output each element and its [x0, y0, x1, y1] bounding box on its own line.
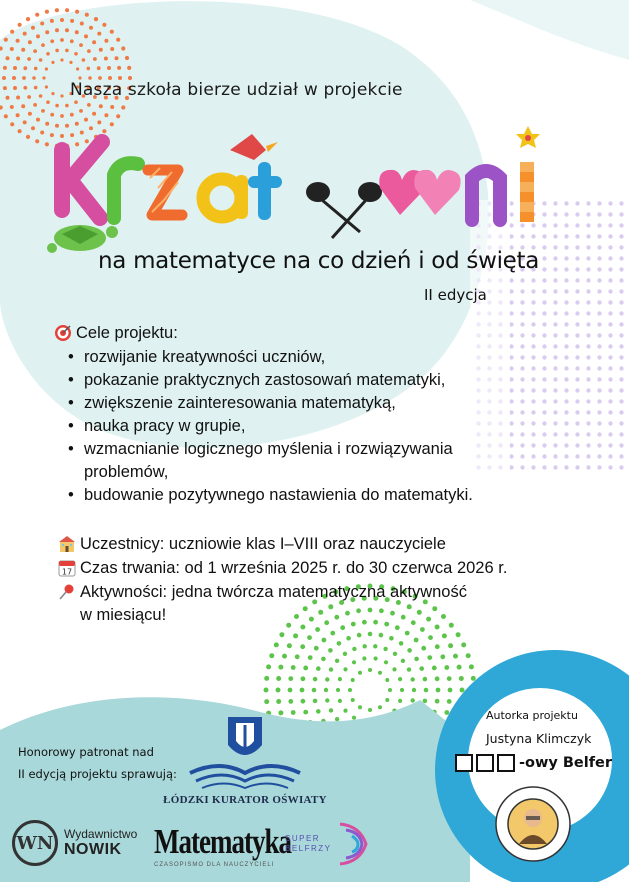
decor-dot	[352, 716, 356, 720]
decor-dot	[39, 94, 43, 98]
decor-dot	[93, 57, 97, 61]
decor-dot	[74, 52, 78, 56]
pushpin-icon	[58, 583, 76, 601]
decor-dot	[313, 677, 318, 682]
decor-dot	[400, 688, 404, 692]
decor-dot	[419, 666, 424, 671]
decor-dot	[23, 32, 27, 36]
decor-dot	[10, 105, 14, 109]
decor-dot	[55, 49, 59, 53]
author-label: Autorka projektu	[486, 709, 578, 722]
decor-dot	[324, 688, 328, 692]
decor-dot	[358, 671, 362, 675]
decor-dot	[440, 654, 445, 659]
decor-dot	[411, 698, 415, 702]
decor-dot	[312, 688, 317, 693]
decor-dot	[432, 666, 437, 671]
decor-dot	[351, 678, 355, 682]
decor-dot	[368, 708, 372, 712]
decor-dot	[407, 667, 411, 671]
decor-dot	[378, 705, 382, 709]
decor-dot	[3, 86, 7, 90]
decor-dot	[79, 109, 83, 113]
decor-dot	[13, 86, 17, 90]
decor-dot	[274, 642, 279, 647]
decor-dot	[357, 633, 362, 638]
decor-dot	[60, 18, 64, 22]
decor-dot	[107, 66, 111, 70]
decor-dot	[295, 654, 300, 659]
decor-dot	[279, 632, 284, 637]
decor-dot	[457, 665, 462, 670]
decor-dot	[87, 67, 91, 71]
decor-dot	[276, 699, 281, 704]
decor-dot	[39, 58, 43, 62]
decor-dot	[414, 657, 419, 662]
decor-dot	[314, 646, 319, 651]
goals-heading-row	[54, 322, 524, 344]
decor-dot	[448, 688, 453, 693]
duration-row	[58, 556, 578, 580]
decor-dot	[13, 66, 17, 70]
decor-dot	[18, 129, 22, 133]
decor-dot	[453, 654, 458, 659]
school-icon	[58, 535, 76, 553]
goals-heading: Cele projektu:	[76, 323, 178, 342]
decor-dot	[352, 660, 356, 664]
decor-dot	[338, 677, 342, 681]
decor-dot	[121, 105, 125, 109]
decor-dot	[460, 688, 465, 693]
decor-dot	[70, 19, 74, 23]
activities-text-continued: w miesiącu!	[80, 606, 167, 624]
decor-dot	[308, 655, 313, 660]
decor-dot	[75, 30, 79, 34]
decor-dot	[65, 104, 69, 108]
decor-dot	[33, 103, 37, 107]
decor-dot	[16, 96, 20, 100]
activities-row	[58, 580, 578, 604]
decor-dot	[322, 638, 327, 643]
decor-dot	[325, 677, 329, 681]
decor-dot	[358, 705, 362, 709]
goal-item: • budowanie pozytywnego nastawienia do matematyki.	[84, 484, 524, 507]
decor-dot	[276, 676, 281, 681]
decor-dot	[436, 688, 441, 693]
decor-dot	[34, 86, 38, 90]
decor-dot	[395, 625, 400, 630]
decor-dot	[84, 34, 88, 38]
decor-dot	[266, 664, 271, 669]
decor-dot	[471, 676, 476, 681]
nowik-logo	[12, 820, 137, 866]
decor-dot	[26, 135, 30, 139]
target-icon	[54, 324, 72, 342]
decor-dot	[22, 76, 26, 80]
decor-dot	[461, 642, 466, 647]
decor-dot	[110, 47, 114, 51]
decor-dot	[115, 56, 119, 60]
decor-dot	[26, 17, 30, 21]
decor-dot	[412, 688, 416, 692]
decor-dot	[291, 665, 296, 670]
decor-dot	[104, 113, 108, 117]
patronage-line-2: II edycją projektu sprawują:	[18, 767, 177, 781]
decor-dot	[45, 10, 49, 14]
curator-logo	[160, 715, 330, 793]
decor-dot	[69, 61, 72, 64]
decor-dot	[388, 688, 392, 692]
decor-dot	[127, 66, 131, 70]
decor-dot	[55, 104, 59, 108]
decor-dot	[16, 57, 20, 61]
decor-dot	[50, 39, 54, 43]
decor-dot	[51, 92, 54, 95]
decor-dot	[60, 94, 63, 97]
belfer-badge	[455, 754, 612, 772]
goal-item: • zwiększenie zainteresowania matematyką,	[84, 392, 524, 415]
decor-dot	[6, 96, 10, 100]
decor-dot	[264, 688, 269, 693]
decor-dot	[6, 56, 10, 60]
decor-dot	[307, 635, 312, 640]
decor-dot	[303, 710, 308, 715]
calendar-icon	[58, 559, 76, 577]
decor-dot	[42, 76, 45, 79]
calendar-day: 17	[61, 567, 73, 577]
decor-dot	[21, 104, 25, 108]
decor-dot	[456, 632, 461, 637]
decor-dot	[10, 30, 14, 34]
activities-text: Aktywności: jedna twórcza matematyczna aktywność	[80, 583, 467, 601]
decor-dot	[293, 633, 298, 638]
decor-dot	[102, 23, 106, 27]
decor-dot	[393, 652, 397, 656]
decor-dot	[36, 34, 40, 38]
decor-dot	[405, 631, 410, 636]
decor-dot	[12, 76, 16, 80]
decor-dot	[336, 688, 340, 692]
decor-dot	[368, 668, 372, 672]
decor-dot	[50, 113, 54, 117]
decor-dot	[60, 58, 63, 61]
decor-dot	[379, 633, 384, 638]
decor-dot	[55, 28, 59, 32]
decor-dot	[300, 644, 305, 649]
decor-dot	[392, 667, 396, 671]
decor-dot	[352, 647, 356, 651]
decor-dot	[16, 113, 20, 117]
decor-dot	[337, 641, 342, 646]
decor-dot	[51, 61, 54, 64]
decor-dot	[32, 76, 36, 80]
decor-dot	[74, 100, 78, 104]
decor-dot	[55, 8, 59, 12]
decor-dot	[343, 667, 347, 671]
belfrzy-label: BELFRZY	[285, 844, 332, 853]
decor-dot	[97, 66, 101, 70]
decor-dot	[31, 26, 35, 30]
decor-dot	[21, 48, 25, 52]
decor-dot	[4, 114, 8, 118]
decor-dot	[10, 122, 14, 126]
decor-dot	[76, 67, 79, 70]
decor-dot	[110, 30, 114, 34]
decor-dot	[45, 30, 49, 34]
decor-dot	[315, 627, 320, 632]
goal-item: • nauka pracy w grupie,	[84, 415, 524, 438]
decor-dot	[301, 676, 306, 681]
decor-dot	[79, 43, 83, 47]
decor-dot	[411, 677, 415, 681]
decor-dot	[442, 633, 447, 638]
decor-dot	[385, 678, 389, 682]
decor-dot	[378, 671, 382, 675]
decor-dot	[125, 56, 129, 60]
decor-dot	[116, 38, 120, 42]
goal-item: • pokazanie praktycznych zastosowań matematyki,	[84, 369, 524, 392]
decor-dot	[50, 19, 54, 23]
decor-dot	[401, 659, 405, 663]
goals-list	[54, 346, 524, 507]
decor-dot	[27, 57, 31, 61]
decor-dot	[87, 103, 91, 107]
decor-dot	[110, 105, 114, 109]
decor-dot	[398, 699, 402, 703]
super-label: SUPER	[285, 834, 321, 843]
decor-dot	[60, 114, 64, 118]
decor-dot	[264, 676, 269, 681]
decor-dot	[373, 644, 377, 648]
decor-dot	[288, 688, 293, 693]
decor-dot	[97, 32, 101, 36]
duration-text: Czas trwania: od 1 września 2025 r. do 30 czerwca 2026 r.	[80, 559, 508, 577]
matematyka-logo	[154, 822, 291, 868]
decor-dot	[316, 709, 321, 714]
decor-dot	[399, 641, 404, 646]
decor-dot	[423, 677, 428, 682]
matematyka-title: Matematyka	[154, 822, 291, 861]
decor-dot	[35, 139, 39, 143]
decor-dot	[94, 17, 98, 21]
belfer-box-icon	[455, 754, 473, 772]
project-subtitle: na matematyce na co dzień i od święta	[98, 248, 540, 274]
decor-dot	[70, 113, 74, 117]
goal-item: • wzmacnianie logicznego myślenia i rozwiązywania	[84, 438, 524, 461]
decor-dot	[41, 109, 45, 113]
belfer-box-icon	[497, 754, 515, 772]
decor-dot	[316, 666, 321, 671]
decor-dot	[2, 76, 6, 80]
participants-text: Uczestnicy: uczniowie klas I–VIII oraz nauczyciele	[80, 535, 446, 553]
decor-dot	[46, 100, 50, 104]
author-name: Justyna Klimczyk	[486, 731, 592, 746]
decor-dot	[99, 104, 103, 108]
decor-dot	[282, 654, 287, 659]
edition-label: II edycja	[424, 286, 487, 304]
decor-dot	[435, 699, 440, 704]
decor-dot	[45, 85, 48, 88]
decor-dot	[80, 22, 84, 26]
nowik-emblem	[12, 820, 58, 866]
decor-dot	[288, 676, 293, 681]
decor-dot	[31, 126, 35, 130]
decor-dot	[435, 676, 440, 681]
goals-section	[54, 322, 524, 507]
decor-dot	[34, 67, 38, 71]
decor-dot	[343, 652, 347, 656]
decor-dot	[269, 653, 274, 658]
decor-dot	[407, 648, 412, 653]
decor-dot	[3, 66, 7, 70]
matematyka-subtitle: CZASOPISMO DLA NAUCZYCIELI	[154, 862, 275, 868]
super-belfrzy-logo	[285, 834, 332, 854]
decor-dot	[340, 625, 345, 630]
decor-dot	[60, 38, 64, 42]
decor-dot	[65, 49, 69, 53]
decor-dot	[35, 13, 39, 17]
school-logo	[495, 786, 571, 862]
decor-dot	[46, 52, 50, 56]
decor-dot	[313, 699, 318, 704]
decor-dot	[300, 688, 305, 693]
decor-dot	[288, 699, 293, 704]
decor-dot	[362, 656, 366, 660]
goal-item-continued: problemów,	[84, 463, 169, 481]
decor-dot	[444, 665, 449, 670]
decor-dot	[264, 699, 269, 704]
decor-dot	[4, 38, 8, 42]
decor-dot	[330, 631, 335, 636]
curator-name: ŁÓDZKI KURATOR OŚWIATY	[163, 794, 327, 806]
decor-dot	[92, 40, 96, 44]
decor-dot	[346, 636, 351, 641]
decor-dot	[117, 66, 121, 70]
decor-dot	[276, 688, 281, 693]
decor-dot	[348, 688, 352, 692]
project-title-logo	[40, 120, 600, 255]
decor-dot	[414, 638, 419, 643]
decor-dot	[301, 699, 306, 704]
decor-dot	[28, 40, 32, 44]
decor-dot	[321, 657, 326, 662]
super-belfrzy-emblem	[336, 820, 372, 868]
decor-dot	[99, 48, 103, 52]
decor-dot	[420, 627, 425, 632]
participants-row	[58, 532, 578, 556]
decor-dot	[116, 114, 120, 118]
patronage-line-1: Honorowy patronat nad	[18, 745, 154, 759]
decor-dot	[448, 643, 453, 648]
decor-dot	[23, 120, 27, 124]
decor-dot	[447, 676, 452, 681]
decor-dot	[435, 644, 440, 649]
decor-dot	[70, 39, 74, 43]
decor-dot	[325, 698, 329, 702]
decor-dot	[303, 666, 308, 671]
decor-dot	[104, 57, 108, 61]
decor-dot	[65, 8, 69, 12]
decor-dot	[85, 13, 89, 17]
decor-dot	[421, 646, 426, 651]
decor-dot	[424, 688, 429, 693]
decor-dot	[121, 46, 125, 50]
decor-dot	[447, 699, 452, 704]
decor-dot	[104, 39, 108, 43]
decor-dot	[428, 635, 433, 640]
decor-dot	[87, 49, 91, 53]
patronage-text	[18, 741, 177, 785]
decor-dot	[23, 86, 27, 90]
decor-dot	[469, 664, 474, 669]
decor-dot	[427, 655, 432, 660]
decor-dot	[40, 22, 44, 26]
belfer-text: -owy Belfer	[519, 755, 613, 771]
nowik-initials: WN	[16, 832, 54, 854]
decor-dot	[33, 49, 37, 53]
decor-dot	[329, 708, 333, 712]
decor-dot	[368, 632, 373, 637]
decor-dot	[335, 717, 339, 721]
decor-dot	[329, 667, 333, 671]
decor-dot	[41, 43, 45, 47]
decor-dot	[363, 644, 367, 648]
goal-item: • rozwijanie kreatywności uczniów,	[84, 346, 524, 369]
decor-dot	[398, 677, 402, 681]
decor-dot	[383, 647, 387, 651]
decor-dot	[92, 112, 96, 116]
decor-dot	[18, 23, 22, 27]
decor-dot	[28, 112, 32, 116]
decor-dot	[338, 699, 342, 703]
decor-dot	[466, 653, 471, 658]
decor-dot	[10, 47, 14, 51]
decor-dot	[389, 636, 394, 641]
decor-dot	[385, 698, 389, 702]
decor-dot	[16, 39, 20, 43]
decor-dot	[287, 643, 292, 648]
decor-dot	[27, 95, 31, 99]
decor-dot	[459, 676, 464, 681]
decor-dot	[351, 698, 355, 702]
decor-dot	[65, 28, 69, 32]
intro-text: Nasza szkoła bierze udział w projekcie	[70, 80, 403, 100]
decor-dot	[89, 26, 93, 30]
nowik-label-2: NOWIK	[64, 841, 122, 858]
decor-dot	[343, 709, 347, 713]
decor-dot	[444, 710, 449, 715]
decor-dot	[45, 67, 48, 70]
project-info	[58, 532, 578, 626]
decor-dot	[23, 66, 27, 70]
decor-dot	[384, 660, 388, 664]
decor-dot	[423, 699, 428, 704]
decor-dot	[75, 10, 79, 14]
decor-dot	[278, 665, 283, 670]
decor-dot	[374, 656, 378, 660]
nowik-label-1: Wydawnictwo	[64, 827, 138, 841]
decor-dot	[335, 659, 339, 663]
decor-dot	[328, 648, 333, 653]
decor-dot	[82, 58, 86, 62]
belfer-box-icon	[476, 754, 494, 772]
